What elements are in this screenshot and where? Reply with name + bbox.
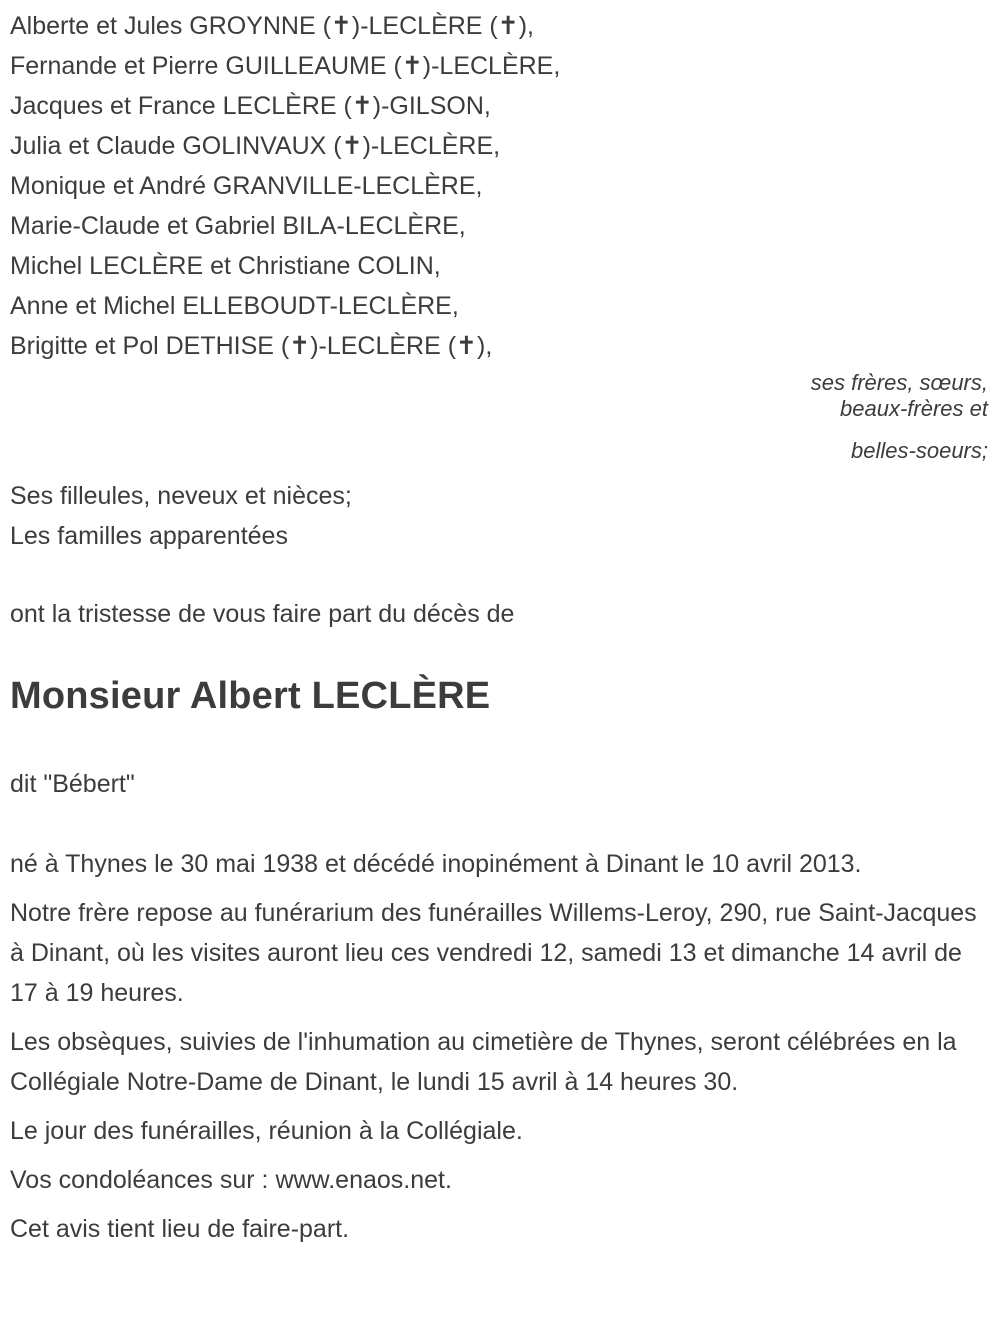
relative-line: Marie-Claude et Gabriel BILA-LECLÈRE, [10,212,466,240]
relative-line: Julia et Claude GOLINVAUX (✝)-LECLÈRE, [10,132,501,160]
paragraph-reunion: Le jour des funérailles, réunion à la Collégiale. [10,1117,523,1145]
relative-line: Jacques et France LECLÈRE (✝)-GILSON, [10,92,491,120]
other-relatives-line: Les familles apparentées [10,522,288,550]
deceased-name: Monsieur Albert LECLÈRE [10,675,491,717]
other-relatives-line: Ses filleules, neveux et nièces; [10,482,352,510]
other-relatives-block [10,476,988,556]
paragraph-notice: Cet avis tient lieu de faire-part. [10,1215,350,1243]
paragraph-ceremony: Les obsèques, suivies de l'inhumation au cimetière de Thynes, seront célébrées en la Collégiale Notre-Dame de Dinant, le lundi 15 avril à 14 heures 30. [10,1028,957,1096]
relative-line: Michel LECLÈRE et Christiane COLIN, [10,252,441,280]
relative-line: Anne et Michel ELLEBOUDT-LECLÈRE, [10,292,459,320]
relationship-block [10,370,988,464]
paragraph-birth-death: né à Thynes le 30 mai 1938 et décédé inopinément à Dinant le 10 avril 2013. [10,850,862,878]
relatives-list [10,6,988,366]
relationship-line: belles-soeurs; [851,438,988,463]
deceased-nickname: dit "Bébert" [10,770,135,798]
relative-line: Monique et André GRANVILLE-LECLÈRE, [10,172,483,200]
relative-line: Alberte et Jules GROYNNE (✝)-LECLÈRE (✝), [10,12,534,40]
paragraph-funeral-home: Notre frère repose au funérarium des funérailles Willems-Leroy, 290, rue Saint-Jacques à Dinant, où les visites auront lieu ces vendredi 12, samedi 13 et dimanche 14 avril de 17 à 19 heures. [10,899,977,1007]
relationship-line: ses frères, sœurs, [810,370,988,395]
relationship-line: beaux-frères et [840,396,988,421]
paragraph-condolences: Vos condoléances sur : www.enaos.net. [10,1166,452,1194]
announcement-intro: ont la tristesse de vous faire part du décès de [10,600,515,628]
relative-line: Brigitte et Pol DETHISE (✝)-LECLÈRE (✝), [10,332,493,360]
relative-line: Fernande et Pierre GUILLEAUME (✝)-LECLÈRE, [10,52,561,80]
